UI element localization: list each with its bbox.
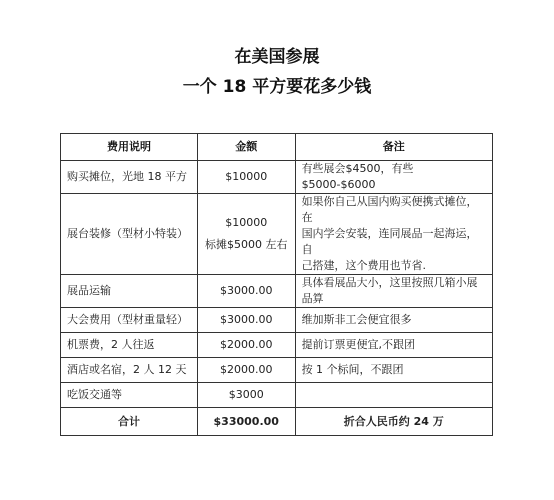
row-amount: $3000.00: [197, 275, 295, 308]
row-item: 酒店或名宿，2 人 12 天: [61, 358, 198, 383]
row-item: 机票费，2 人往返: [61, 333, 198, 358]
row-amount: $2000.00: [197, 358, 295, 383]
row-note-line: 国内学会安装，连同展品一起海运，自: [301, 227, 478, 256]
row-amount-primary: $10000: [225, 216, 268, 229]
row-amount: [197, 194, 295, 275]
header-item: 费用说明: [61, 134, 198, 161]
total-label: 合计: [61, 408, 198, 436]
header-note: 备注: [295, 134, 492, 161]
row-note: 提前订票更便宜,不跟团: [295, 333, 492, 358]
table-total-row: [61, 408, 493, 436]
row-item: 购买摊位，光地 18 平方: [61, 161, 198, 194]
row-item: 展台装修（型材小特装）: [61, 194, 198, 275]
document-title: 在美国参展: [234, 47, 320, 67]
row-item: 吃饭交通等: [61, 383, 198, 408]
row-amount: $10000: [197, 161, 295, 194]
total-note: 折合人民币约 24 万: [295, 408, 492, 436]
row-note: 具体看展品大小，这里按照几箱小展品算: [295, 275, 492, 308]
header-amount: 金额: [197, 134, 295, 161]
total-amount: $33000.00: [197, 408, 295, 436]
table-row: [61, 383, 493, 408]
row-note-line: 己搭建，这个费用也节省.: [301, 259, 427, 272]
table-row: [61, 358, 493, 383]
cost-table: [60, 133, 493, 436]
row-amount: $3000: [197, 383, 295, 408]
row-note: 按 1 个标间，不跟团: [295, 358, 492, 383]
row-note: [295, 194, 492, 275]
document-subtitle: 一个 18 平方要花多少钱: [182, 77, 372, 97]
table-row: [61, 194, 493, 275]
row-amount: $3000.00: [197, 308, 295, 333]
table-row: [61, 308, 493, 333]
row-item: 展品运输: [61, 275, 198, 308]
row-note: 维加斯非工会便宜很多: [295, 308, 492, 333]
row-item: 大会费用（型材重量轻）: [61, 308, 198, 333]
row-amount: $2000.00: [197, 333, 295, 358]
row-note-line: 如果你自己从国内购买便携式摊位，在: [301, 195, 478, 224]
table-row: [61, 161, 493, 194]
row-note: [295, 383, 492, 408]
row-note: 有些展会$4500，有些$5000-$6000: [295, 161, 492, 194]
row-amount-secondary: 标摊$5000 左右: [204, 238, 288, 251]
table-header-row: [61, 134, 493, 161]
table-row: [61, 275, 493, 308]
table-row: [61, 333, 493, 358]
